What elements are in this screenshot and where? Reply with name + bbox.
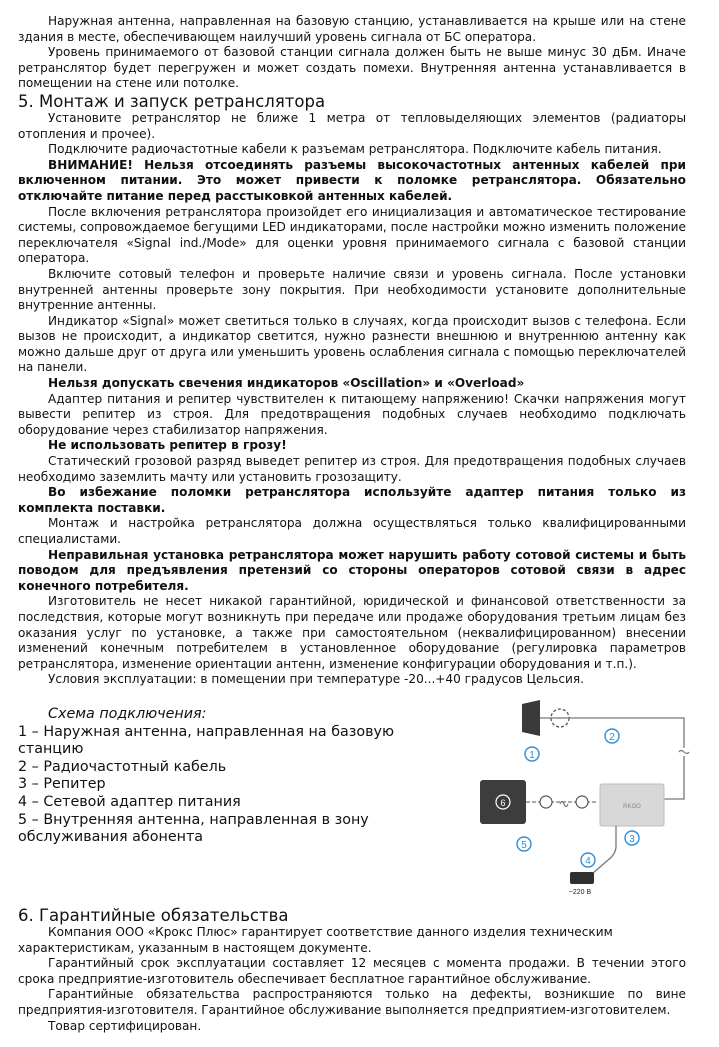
svg-text:4: 4 <box>585 855 591 867</box>
warranty-lead: Компания ООО «Крокс Плюс» гарантирует соответствие данного изделия техническим характеристикам, указанным в настоящем документе. <box>18 924 613 955</box>
svg-text:5: 5 <box>521 839 527 851</box>
section-5-paragraph: Индикатор «Signal» может светиться только в случаях, когда происходит вызов с телефона. Если вызов не происходит, а индикатор светится, нужно разнести внешнюю и внутреннюю антенну как можно дальше друг от друга или уменьшить уровень ослабления сигнала с помощью переключателей на панели. <box>18 313 686 375</box>
scheme-item: 5 – Внутренняя антенна, направленная в зону обслуживания абонента <box>18 811 369 846</box>
warning-paragraph: Во избежание поломки ретранслятора используйте адаптер питания только из комплекта поставки. <box>18 485 686 515</box>
connector-icon <box>540 796 552 808</box>
scheme-item: 3 – Репитер <box>18 776 106 793</box>
section-5-paragraph: После включения ретранслятора произойдет его инициализация и автоматическое тестирование системы, сопровождаемое бегущими LED индикаторами, после настройки можно изменить положение переключателя «Signal ind./Mode» для оценки уровня принимаемого сигнала с базовой станции оператора. <box>18 204 686 266</box>
section-5-paragraph: Статический грозовой разряд выведет репитер из строя. Для предотвращения подобных случаев необходимо заземлить мачту или установить грозозащиту. <box>18 454 686 484</box>
marker-6-label: 6 <box>500 797 506 808</box>
scheme-item: 1 – Наружная антенна, направленная на базовую станцию <box>18 723 395 758</box>
warning-paragraph: ВНИМАНИЕ! Нельзя отсоединять разъемы высокочастотных антенных кабелей при включенном питании. Это может привести к поломке ретранслятора. Обязательно отключайте питание перед расстыковкой антенных кабелей. <box>18 157 686 203</box>
connector-icon <box>576 796 588 808</box>
rf-cable-line <box>664 756 684 799</box>
warning-paragraph: Нельзя допускать свечения индикаторов «Oscillation» и «Overload» <box>48 376 525 391</box>
section-5-paragraph: Установите ретранслятор не ближе 1 метра от тепловыделяющих элементов (радиаторы отопления и прочее). <box>18 110 686 141</box>
section-6-heading: 6. Гарантийные обязательства <box>18 905 289 925</box>
section-5-paragraph: Монтаж и настройка ретранслятора должна осуществляться только квалифицированными специалистами. <box>18 516 686 546</box>
marker-2 <box>605 729 619 743</box>
power-adapter-icon <box>570 872 594 884</box>
marker-3 <box>625 831 639 845</box>
section-5-paragraph: Включите сотовый телефон и проверьте наличие связи и уровень сигнала. После установки внутренней антенны проверьте зону покрытия. При необходимости установите дополнительные внутренние антенны. <box>18 266 686 313</box>
document-page <box>18 14 686 1034</box>
warning-paragraph: Не использовать репитер в грозу! <box>48 438 287 453</box>
warranty-paragraph: Товар сертифицирован. <box>48 1018 202 1033</box>
cable-break-icon <box>679 750 689 753</box>
section-5-paragraph: Адаптер питания и репитер чувствителен к питающему напряжению! Скачки напряжения могут вывести репитер из строя. Для предотвращения подобных случаев необходимо подключать оборудование через стабилизатор напряжения. <box>18 391 686 437</box>
marker-5 <box>517 837 531 851</box>
intro-paragraph: Наружная антенна, направленная на базовую станцию, устанавливается на крыше или на стене здания в месте, обеспечивающем наилучший уровень сигнала от БС оператора. <box>18 14 686 44</box>
marker-1 <box>525 747 539 761</box>
svg-text:3: 3 <box>629 833 635 845</box>
repeater-label: RKOO <box>623 803 641 810</box>
connection-scheme <box>18 705 686 896</box>
warranty-paragraph: Гарантийный срок эксплуатации составляет 12 месяцев с момента продажи. В течении этого срока предприятие-изготовитель обеспечивает бесплатное гарантийное обслуживание. <box>18 956 686 986</box>
scheme-title: Схема подключения: <box>48 705 207 722</box>
scheme-legend <box>18 706 410 847</box>
section-5-paragraph: Условия эксплуатации: в помещении при температуре -20...+40 градусов Цельсия. <box>48 672 584 687</box>
power-label: ~220 В <box>568 888 592 896</box>
warranty-paragraph: Гарантийные обязательства распространяются только на дефекты, возникшие по вине предприятия-изготовителя. Гарантийное обслуживание выполняется предприятием-изготовителем. <box>18 987 686 1017</box>
svg-text:2: 2 <box>609 731 615 743</box>
power-cable-line <box>592 826 616 874</box>
warranty-section <box>18 906 686 1034</box>
connection-diagram <box>452 696 712 896</box>
scheme-item: 4 – Сетевой адаптер питания <box>18 793 241 810</box>
section-5-paragraph: Изготовитель не несет никакой гарантийной, юридической и финансовой ответственности за последствия, которые могут возникнуть при передаче или продаже оборудования третьим лицам без оказания услуг по установке, а также при самостоятельном (неквалифицированном) внесении изменений конечным потребителем в установленное оборудование (регулировка параметров ретранслятора, изменение ориентации антенн, изменение конфигурации оборудования и т.п.). <box>18 594 686 671</box>
outdoor-antenna-icon <box>522 700 540 736</box>
intro-paragraph: Уровень принимаемого от базовой станции сигнала должен быть не выше минус 30 дБм. Иначе ретранслятор будет перегружен и может создать помехи. Внутренняя антенна устанавливается в помещении на стене или потолке. <box>18 45 686 91</box>
section-5-paragraph: Подключите радиочастотные кабели к разъемам ретранслятора. Подключите кабель питания. <box>48 142 662 157</box>
warning-paragraph: Неправильная установка ретранслятора может нарушить работу сотовой системы и быть поводом для предъявления претензий со стороны операторов сотовой связи в адрес конечного потребителя. <box>18 547 686 593</box>
section-5-heading: 5. Монтаж и запуск ретранслятора <box>18 91 326 111</box>
marker-4 <box>581 853 595 867</box>
scheme-item: 2 – Радиочастотный кабель <box>18 758 227 775</box>
svg-text:1: 1 <box>529 749 535 761</box>
